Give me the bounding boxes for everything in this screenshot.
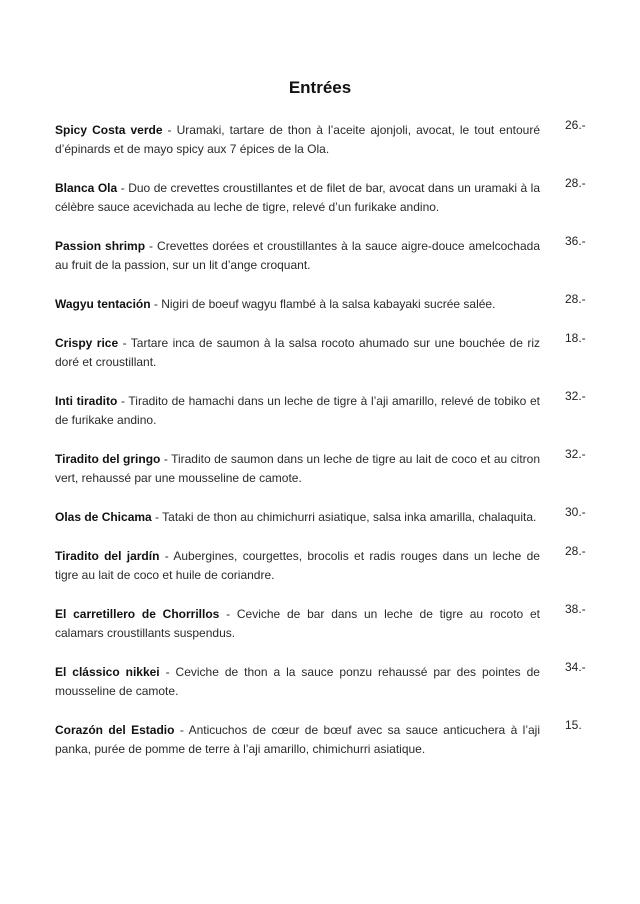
menu-item-text (55, 237, 540, 275)
menu-item (55, 447, 600, 488)
menu-item-price: 28.- (565, 544, 586, 558)
menu-item (55, 234, 600, 275)
menu-item-price: 26.- (565, 118, 586, 132)
menu-item-price: 32.- (565, 389, 586, 403)
menu-item (55, 331, 600, 372)
menu-item-description: - Duo de crevettes croustillantes et de filet de bar, avocat dans un uramaki à la célèbre sauce acevichada au leche de tigre, relevé d’un furikake andino. (55, 181, 541, 214)
menu-item-description: - Tiradito de saumon dans un leche de tigre au lait de coco et au citron vert, rehaussé par une mousseline de camote. (55, 452, 540, 485)
menu-item-description: - Anticuchos de cœur de bœuf avec sa sauce anticuchera à l’aji panka, purée de pomme de terre à l’aji amarillo, chimichurri asiatique. (55, 723, 540, 756)
menu-item-price: 15. (565, 718, 582, 732)
menu-item-price: 34.- (565, 660, 586, 674)
menu-item-price: 32.- (565, 447, 586, 461)
menu-item (55, 718, 600, 759)
menu-item (55, 544, 600, 585)
menu-item-text (55, 508, 540, 527)
menu-item-description: - Tataki de thon au chimichurri asiatique, salsa inka amarilla, chalaquita. (151, 510, 537, 524)
menu-item-text (55, 295, 540, 314)
menu-item-description: - Tiradito de hamachi dans un leche de tigre à l’aji amarillo, relevé de tobiko et de furikake andino. (55, 394, 540, 427)
page-title: Entrées (288, 78, 352, 97)
menu-item-name: Olas de Chicama (55, 510, 152, 524)
menu-item-name: Corazón del Estadio (55, 723, 175, 737)
menu-item (55, 660, 600, 701)
menu-item-text (55, 392, 540, 430)
menu-item-price: 28.- (565, 292, 586, 306)
menu-item-description: - Nigiri de boeuf wagyu flambé à la salsa kabayaki sucrée salée. (150, 297, 496, 311)
menu-item-name: Tiradito del gringo (55, 452, 161, 466)
menu-item-price: 18.- (565, 331, 586, 345)
menu-item-name: El clássico nikkei (55, 665, 160, 679)
menu-item-description: - Aubergines, courgettes, brocolis et radis rouges dans un leche de tigre au lait de coco et huile de coriandre. (55, 549, 540, 582)
menu-item-price: 36.- (565, 234, 586, 248)
menu-item-text (55, 334, 540, 372)
menu-item-name: El carretillero de Chorrillos (55, 607, 220, 621)
menu-item-name: Passion shrimp (55, 239, 146, 253)
menu-item-text (55, 721, 540, 759)
menu-item-name: Wagyu tentación (55, 297, 151, 311)
menu-item-text (55, 547, 540, 585)
menu-item (55, 176, 600, 217)
menu-item-price: 28.- (565, 176, 586, 190)
menu-item-name: Crispy rice (55, 336, 119, 350)
menu-item (55, 389, 600, 430)
menu-item-description: - Tartare inca de saumon à la salsa rocoto ahumado sur une bouchée de riz doré et croustillant. (55, 336, 540, 369)
menu-item (55, 602, 600, 643)
menu-item-name: Inti tiradito (55, 394, 118, 408)
menu-item-name: Tiradito del jardín (55, 549, 160, 563)
menu-item (55, 292, 600, 314)
menu-item-text (55, 605, 540, 643)
menu-item-price: 30.- (565, 505, 586, 519)
menu-item-description: - Uramaki, tartare de thon à l’aceite ajonjoli, avocat, le tout entouré d’épinards et de mayo spicy aux 7 épices de la Ola. (55, 123, 541, 156)
menu-item (55, 118, 600, 159)
menu-item-name: Blanca Ola (55, 181, 118, 195)
menu-item-price: 38.- (565, 602, 586, 616)
menu-item-text (55, 121, 540, 159)
menu-item-description: - Ceviche de thon a la sauce ponzu rehaussé par des pointes de mousseline de camote. (55, 665, 540, 698)
menu-item-description: - Ceviche de bar dans un leche de tigre au rocoto et calamars croustillants suspendus. (55, 607, 540, 640)
menu-item-text (55, 663, 540, 701)
menu-item (55, 505, 600, 527)
menu-item-name: Spicy Costa verde (55, 123, 163, 137)
menu-item-text (55, 450, 540, 488)
menu-list (55, 118, 600, 779)
menu-item-description: - Crevettes dorées et croustillantes à la sauce aigre-douce amelcochada au fruit de la passion, sur un lit d’ange croquant. (55, 239, 540, 272)
menu-item-text (55, 179, 540, 217)
